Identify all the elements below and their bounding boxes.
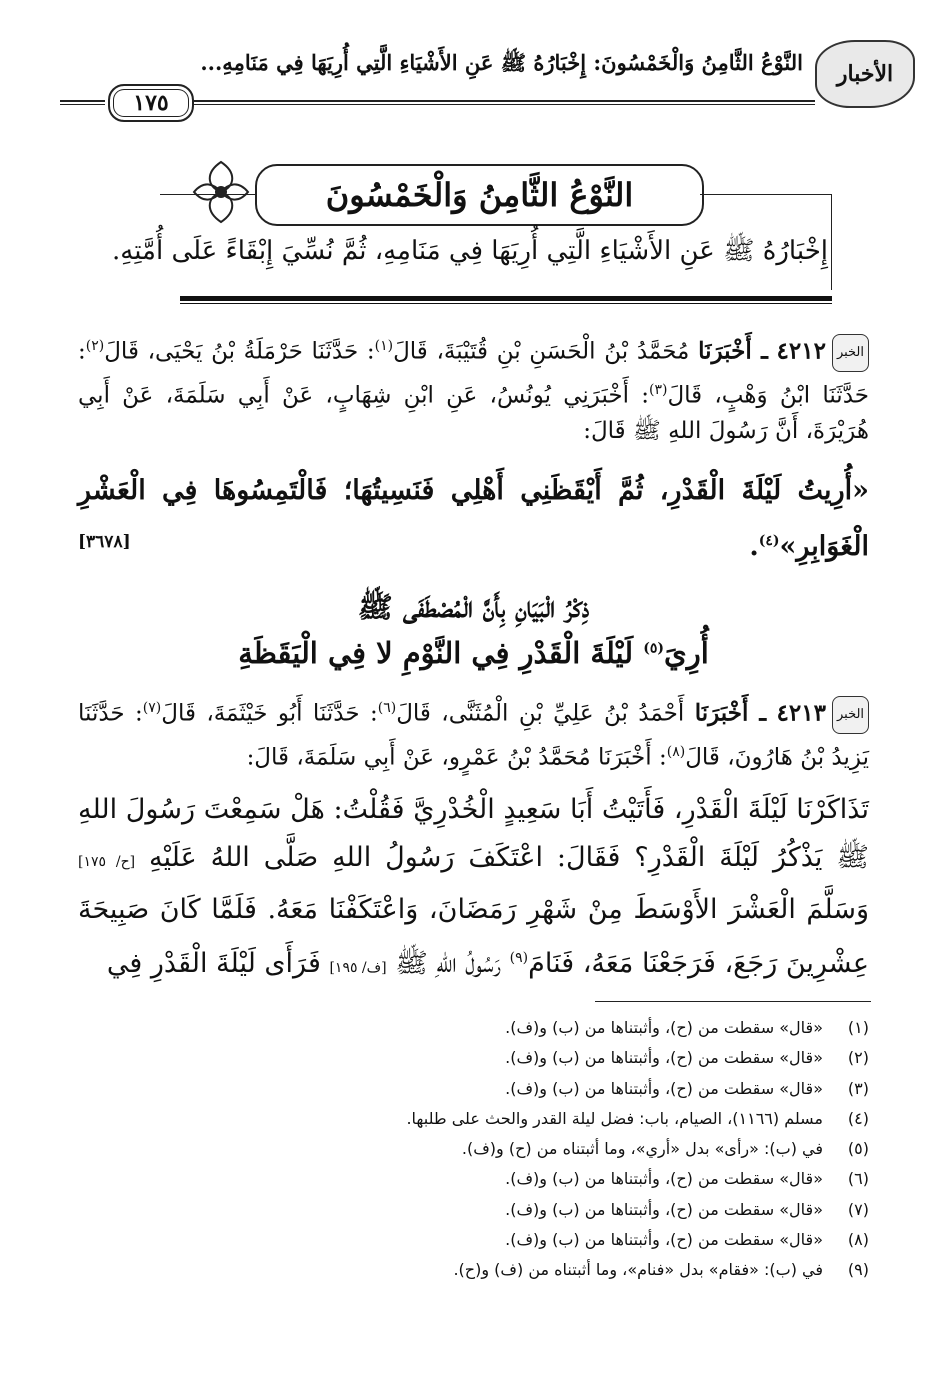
- page-header: [60, 34, 915, 124]
- footnote-ref[interactable]: (٧): [142, 700, 162, 716]
- footnote-text: في (ب): «فقام» بدل «فنام»، وما أثبتناه من (ف) و(ح).: [453, 1260, 823, 1280]
- footnote-item: [78, 1255, 869, 1285]
- footnote-text: «قال» سقطت من (ح)، وأثبتناها من (ب) و(ف).: [505, 1048, 823, 1068]
- footnote-ref[interactable]: (٢): [85, 338, 105, 354]
- manuscript-page-mark: [ف/ ١٩٥]: [329, 960, 387, 976]
- footnote-item: [78, 1104, 869, 1134]
- akhbarana-label: ـ أَخْبَرَنَا: [698, 337, 768, 365]
- footnote-ref[interactable]: (١): [374, 338, 394, 354]
- header-rule: [60, 104, 105, 105]
- footnote-number: (١): [847, 1018, 869, 1037]
- chapter-rule: [180, 296, 832, 301]
- section-heading-line2: [78, 636, 869, 670]
- section-heading-text: أُرِيَ: [664, 636, 709, 670]
- footnote-number: (٣): [847, 1078, 869, 1098]
- footnote-item: [78, 1043, 869, 1073]
- header-rule: [60, 100, 105, 102]
- hadith-4212-matn: [78, 466, 869, 572]
- footnote-text: «قال» سقطت من (ح)، وأثبتناها من (ب) و(ف).: [505, 1018, 823, 1037]
- hadith-text: رَسُولُ اللهِ ﷺ: [395, 948, 510, 979]
- footnote-item: [78, 1225, 869, 1255]
- footnote-item: [78, 1164, 869, 1194]
- isnad-text: : حَدَّثَنَا يَزِيدُ بْنُ هَارُونَ، قَالَ: [78, 700, 869, 771]
- footnote-number: (٤): [847, 1108, 869, 1128]
- footnote-item: [78, 1195, 869, 1225]
- footnote-text: «قال» سقطت من (ح)، وأثبتناها من (ب) و(ف).: [505, 1169, 823, 1189]
- footnote-number: (٥): [847, 1139, 869, 1159]
- khabar-badge: الخبر: [832, 696, 869, 734]
- hadith-4212-isnad: [78, 328, 869, 449]
- isnad-text: : حَدَّثَنَا ابْنُ وَهْبٍ، قَالَ: [78, 338, 869, 409]
- footnote-number: (٨): [847, 1230, 869, 1250]
- isnad-text: : أَخْبَرَنَا مُحَمَّدُ بْنُ عَمْرٍو، عَنْ أَبِي سَلَمَةَ، قَالَ:: [246, 744, 667, 771]
- footnote-ref[interactable]: (٩): [509, 950, 529, 966]
- section-badge: الأخبار: [815, 40, 915, 108]
- matn-text: «أُرِيتُ لَيْلَةَ الْقَدْرِ، ثُمَّ أَيْقَظَنِي أَهْلِي فَنَسِيتُهَا؛ فَالْتَمِسُوهَا فِي الْعَشْرِ الْغَوَابِرِ»: [78, 475, 869, 562]
- header-rule: [190, 104, 815, 105]
- chapter-frame-line: [700, 194, 832, 195]
- hadith-4213-text: [78, 786, 869, 992]
- header-rule: [190, 100, 815, 102]
- manuscript-page-mark: [ح/ ١٧٥]: [78, 854, 136, 870]
- footnote-ref[interactable]: (٤): [758, 533, 780, 549]
- chapter-rule: [180, 303, 832, 304]
- footnote-item: [78, 1074, 869, 1104]
- chapter-frame-line: [831, 194, 832, 290]
- footnote-number: (٢): [847, 1048, 869, 1068]
- footnote-ref[interactable]: (٣): [648, 381, 668, 398]
- footnote-number: (٦): [847, 1169, 869, 1189]
- footnote-ref[interactable]: (٦): [377, 700, 397, 716]
- isnad-text: : حَدَّثَنَا حَرْمَلَةُ بْنُ يَحْيَى، قَالَ: [104, 338, 375, 365]
- hadith-text: وَسَلَّمَ الْعَشْرَ الأَوْسَطَ مِنْ شَهْرِ رَمَضَانَ، وَاعْتَكَفْنَا مَعَهُ. فَلَمَّا كَانَ صَبِيحَةَ عِشْرِينَ رَجَعَ، فَرَجَعْنَا مَعَهُ، فَنَامَ: [78, 894, 869, 979]
- hadith-text: تَذَاكَرْنَا لَيْلَةَ الْقَدْرِ، فَأَتَيْتُ أَبَا سَعِيدٍ الْخُدْرِيَّ فَقُلْتُ: هَلْ سَمِعْتَ رَسُولَ اللهِ ﷺ يَذْكُرُ لَيْلَةَ الْقَدْرِ؟ فَقَالَ: اعْتَكَفَ رَسُولُ اللهِ صَلَّى اللهُ عَلَيْهِ: [78, 794, 869, 873]
- footnotes: [78, 1013, 869, 1286]
- section-heading-line1: ذِكْرُ الْبَيَانِ بِأَنَّ الْمُصْطَفَى ﷺ: [357, 590, 590, 624]
- hadith-number: ٤٢١٣: [776, 699, 826, 727]
- footnote-text: «قال» سقطت من (ح)، وأثبتناها من (ب) و(ف).: [505, 1230, 823, 1250]
- footnote-ref[interactable]: (٥): [643, 640, 665, 657]
- footnote-text: «قال» سقطت من (ح)، وأثبتناها من (ب) و(ف).: [505, 1078, 823, 1098]
- khabar-badge: الخبر: [832, 334, 869, 372]
- isnad-text: أَحْمَدُ بْنُ عَلِيِّ بْنِ الْمُثَنَّى، قَالَ: [396, 700, 685, 727]
- chapter-title: النَّوْعُ الثَّامِنُ وَالْخَمْسُونَ: [255, 164, 704, 226]
- footnote-ref[interactable]: (٨): [666, 743, 686, 760]
- hadith-number: ٤٢١٢: [776, 337, 826, 365]
- footnote-text: مسلم (١١٦٦)، الصيام، باب: فضل ليلة القدر والحث على طلبها.: [406, 1108, 823, 1128]
- hadith-4213-isnad: [78, 690, 869, 775]
- footnote-item: [78, 1134, 869, 1164]
- matn-end: .: [749, 531, 759, 562]
- chapter-subtitle: إِخْبَارُهُ ﷺ عَنِ الأَشْيَاءِ الَّتِي أُرِيَهَا فِي مَنَامِهِ، ثُمَّ نُسِّيَ إِبْقَاءً عَلَى أُمَّتِهِ.: [112, 236, 828, 266]
- cross-reference: [٣٦٧٨]: [78, 532, 131, 552]
- footnote-text: «قال» سقطت من (ح)، وأثبتناها من (ب) و(ف).: [505, 1199, 823, 1219]
- footnote-number: (٩): [847, 1260, 869, 1280]
- hadith-text: فَرَأَى لَيْلَةَ الْقَدْرِ فِي: [106, 948, 330, 979]
- isnad-text: مُحَمَّدُ بْنُ الْحَسَنِ بْنِ قُتَيْبَةَ، قَالَ: [393, 338, 690, 365]
- footnote-separator: [595, 1001, 871, 1002]
- isnad-text: : أَخْبَرَنِي يُونُسُ، عَنِ ابْنِ شِهَابٍ، عَنْ أَبِي سَلَمَةَ، عَنْ أَبِي هُرَيْرَةَ، أَنَّ رَسُولَ اللهِ ﷺ قَالَ:: [78, 382, 869, 445]
- floral-ornament-icon: [188, 158, 254, 226]
- footnote-text: في (ب): «رأى» بدل «أري»، وما أثبتناه من (ح) و(ف).: [461, 1139, 823, 1159]
- footnote-number: (٧): [847, 1199, 869, 1219]
- section-heading-text: لَيْلَةَ الْقَدْرِ فِي النَّوْمِ لا فِي الْيَقَظَةِ: [238, 636, 644, 670]
- akhbarana-label: ـ أَخْبَرَنَا: [694, 699, 767, 727]
- isnad-text: : حَدَّثَنَا أَبُو خَيْثَمَةَ، قَالَ: [161, 700, 378, 727]
- running-title: النَّوْعُ الثَّامِنُ وَالْخَمْسُونَ: إِخْبَارُهُ ﷺ عَنِ الأَشْيَاءِ الَّتِي أُرِيَهَا فِي مَنَامِهِ...: [200, 50, 803, 75]
- page-number: ١٧٥: [108, 84, 194, 122]
- footnote-item: [78, 1013, 869, 1043]
